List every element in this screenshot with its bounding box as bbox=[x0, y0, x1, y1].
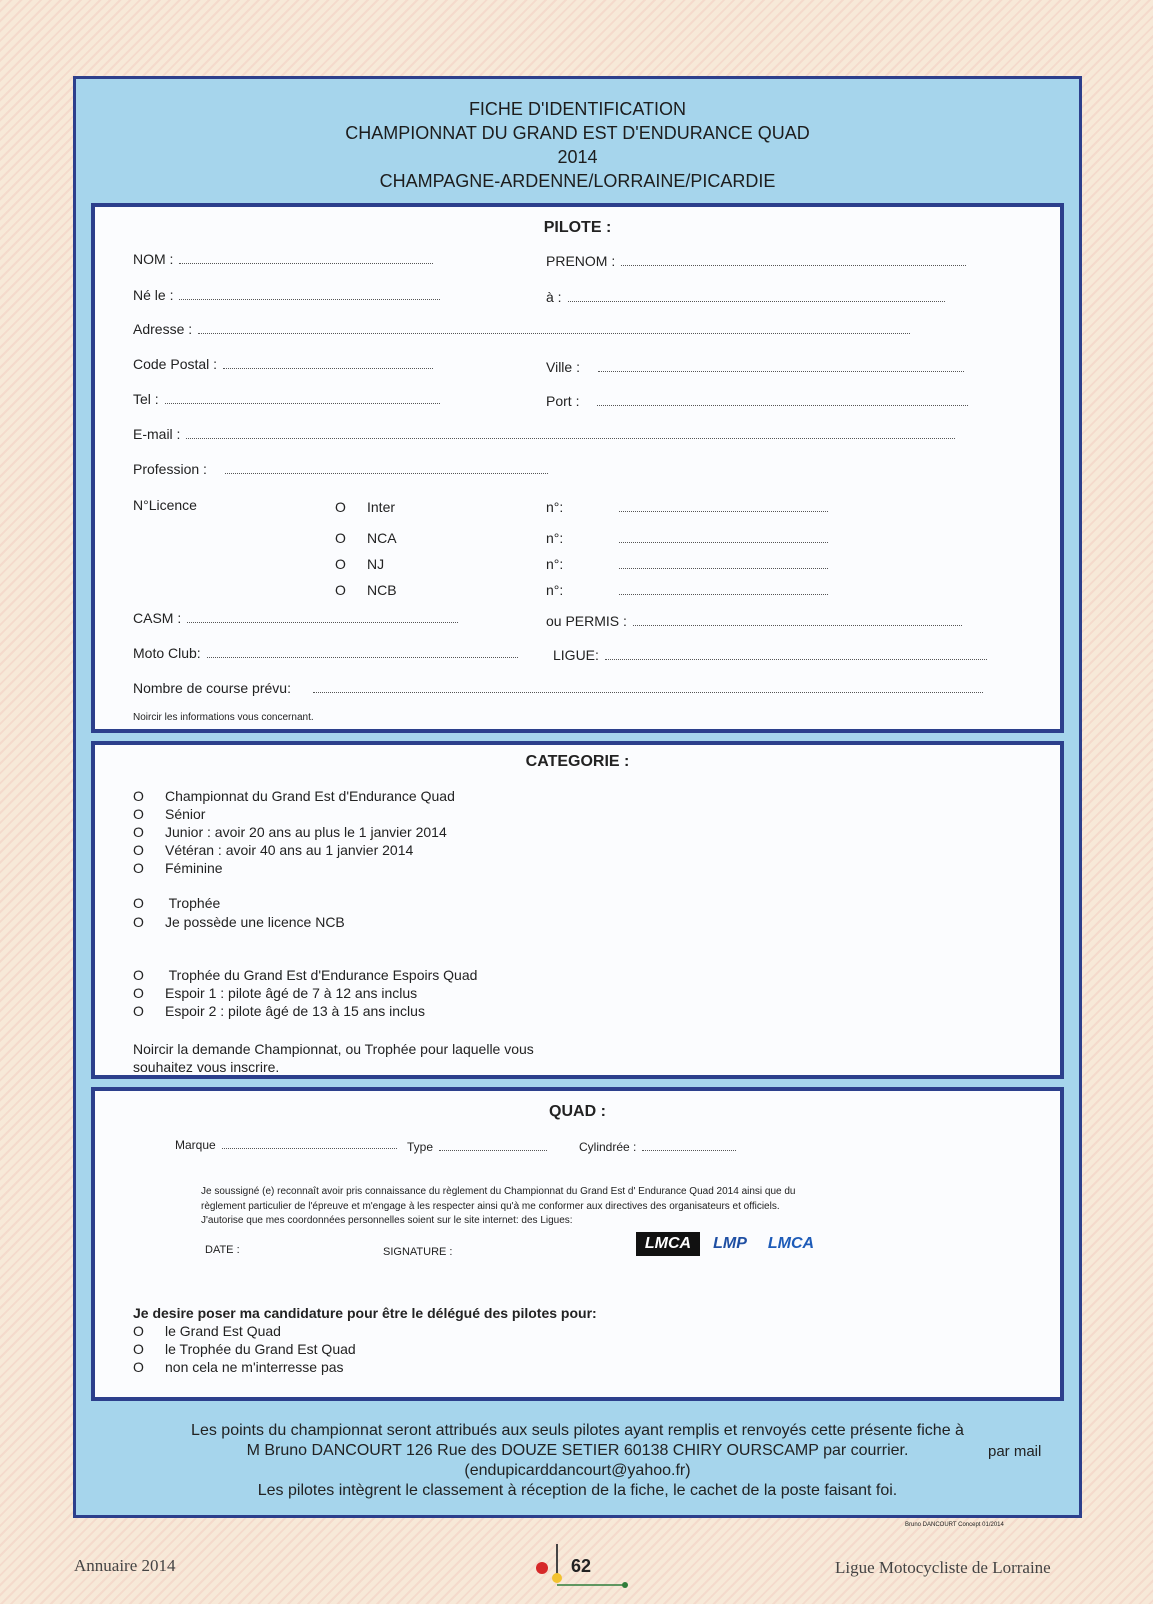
code-postal-field[interactable] bbox=[133, 356, 433, 372]
licence-num-nca[interactable] bbox=[546, 530, 828, 546]
ligue-logo-lmp: LMP bbox=[713, 1235, 747, 1252]
permis-field[interactable] bbox=[546, 613, 962, 629]
cat-option-championnat[interactable] bbox=[133, 788, 455, 804]
email-field[interactable] bbox=[133, 426, 955, 442]
licence-label: N°Licence bbox=[133, 497, 197, 513]
licence-type-label: NCA bbox=[367, 530, 397, 546]
footer-line-1: Les points du championnat seront attribués aux seuls pilotes ayant remplis et renvoyés cette présente fiche à bbox=[191, 1422, 964, 1439]
radio-circle-icon: O bbox=[335, 530, 346, 546]
pilote-panel bbox=[91, 203, 1064, 733]
num-label: n°: bbox=[546, 556, 564, 572]
nombre-course-label: Nombre de course prévu: bbox=[133, 680, 291, 696]
adresse-label: Adresse : bbox=[133, 321, 193, 337]
cat-label: Trophée bbox=[165, 895, 221, 911]
licence-num-inter[interactable] bbox=[546, 499, 828, 515]
declaration-line-1: Je soussigné (e) reconnaît avoir pris connaissance du règlement du Championnat du Grand Est d' Endurance Quad 2014 ainsi que du bbox=[201, 1186, 796, 1197]
cat-label: Espoir 1 : pilote âgé de 7 à 12 ans inclus bbox=[165, 985, 418, 1001]
quad-panel bbox=[91, 1087, 1064, 1401]
radio-circle-icon: O bbox=[133, 1003, 144, 1019]
num-label: n°: bbox=[546, 582, 564, 598]
cat-label: Je possède une licence NCB bbox=[165, 914, 345, 930]
cat-option-veteran[interactable] bbox=[133, 842, 413, 858]
cylindree-field[interactable] bbox=[579, 1140, 736, 1154]
licence-num-ncb[interactable] bbox=[546, 582, 828, 598]
footer-line-2: M Bruno DANCOURT 126 Rue des DOUZE SETIER 60138 CHIRY OURSCAMP par courrier. bbox=[246, 1442, 909, 1459]
radio-circle-icon: O bbox=[133, 788, 144, 804]
permis-label: ou PERMIS : bbox=[546, 613, 627, 629]
radio-circle-icon: O bbox=[133, 860, 144, 876]
delegue-label: le Grand Est Quad bbox=[165, 1323, 281, 1339]
radio-circle-icon: O bbox=[133, 1341, 144, 1357]
casm-label: CASM : bbox=[133, 610, 182, 626]
cat-option-feminine[interactable] bbox=[133, 860, 223, 876]
email-label: E-mail : bbox=[133, 426, 181, 442]
ville-field[interactable] bbox=[546, 359, 964, 375]
cat-option-espoir-1[interactable] bbox=[133, 985, 417, 1001]
cat-label: Sénior bbox=[165, 806, 206, 822]
footer-line-4: Les pilotes intègrent le classement à réception de la fiche, le cachet de la poste faisant foi. bbox=[257, 1482, 898, 1499]
declaration-line-2: règlement particulier de l'épreuve et m'engage à les respecter ainsi qu'à me conformer aux directives des organisateurs et officiels. bbox=[201, 1201, 780, 1212]
licence-option-nj[interactable] bbox=[335, 556, 384, 572]
licence-type-label: Inter bbox=[367, 499, 396, 515]
radio-circle-icon: O bbox=[133, 914, 144, 930]
categorie-note-line-2: souhaitez vous inscrire. bbox=[133, 1059, 280, 1075]
radio-circle-icon: O bbox=[133, 967, 144, 983]
form-header bbox=[76, 97, 1079, 193]
nombre-course-field[interactable] bbox=[133, 680, 983, 696]
moto-club-field[interactable] bbox=[133, 645, 518, 661]
licence-type-label: NJ bbox=[367, 556, 385, 572]
lieu-naissance-field[interactable] bbox=[546, 289, 945, 305]
ville-label: Ville : bbox=[546, 359, 580, 375]
licence-num-nj[interactable] bbox=[546, 556, 828, 572]
ne-le-field[interactable] bbox=[133, 287, 440, 303]
date-label[interactable]: DATE : bbox=[205, 1244, 240, 1256]
marque-label: Marque bbox=[175, 1138, 216, 1152]
radio-circle-icon: O bbox=[133, 985, 144, 1001]
marque-field[interactable] bbox=[175, 1138, 397, 1152]
pilote-title: PILOTE : bbox=[543, 219, 612, 236]
code-postal-label: Code Postal : bbox=[133, 356, 218, 372]
type-label: Type bbox=[407, 1140, 434, 1154]
cat-label: Féminine bbox=[165, 860, 223, 876]
ligue-field[interactable] bbox=[553, 647, 987, 663]
declaration-line-3: J'autorise que mes coordonnées personnelles soient sur le site internet: des Ligues: bbox=[201, 1215, 573, 1226]
header-line-3: 2014 bbox=[557, 147, 598, 167]
radio-circle-icon: O bbox=[133, 1323, 144, 1339]
header-line-2: CHAMPIONNAT DU GRAND EST D'ENDURANCE QUAD bbox=[345, 123, 810, 143]
credit-text: Bruno DANCOURT Concept 01/2014 bbox=[905, 1522, 1004, 1528]
cat-option-espoirs[interactable] bbox=[133, 967, 477, 983]
radio-circle-icon: O bbox=[133, 1359, 144, 1375]
prenom-label: PRENOM : bbox=[546, 253, 616, 269]
nom-field[interactable] bbox=[133, 251, 433, 267]
radio-circle-icon: O bbox=[335, 556, 346, 572]
delegue-label: non cela ne m'interresse pas bbox=[165, 1359, 344, 1375]
pilote-note: Noircir les informations vous concernant. bbox=[133, 712, 314, 723]
cylindree-label: Cylindrée : bbox=[579, 1140, 637, 1154]
delegue-option-trophee[interactable] bbox=[133, 1341, 356, 1357]
licence-type-label: NCB bbox=[367, 582, 397, 598]
form-frame bbox=[73, 76, 1082, 1518]
categorie-note-line-1: Noircir la demande Championnat, ou Trophée pour laquelle vous bbox=[133, 1041, 534, 1057]
num-label: n°: bbox=[546, 530, 564, 546]
num-label: n°: bbox=[546, 499, 564, 515]
casm-field[interactable] bbox=[133, 610, 458, 626]
ne-le-label: Né le : bbox=[133, 287, 174, 303]
categorie-title: CATEGORIE : bbox=[525, 753, 630, 770]
delegue-option-grand-est[interactable] bbox=[133, 1323, 281, 1339]
signature-label[interactable]: SIGNATURE : bbox=[383, 1246, 453, 1258]
port-field[interactable] bbox=[546, 393, 968, 409]
cat-label: Vétéran : avoir 40 ans au 1 janvier 2014 bbox=[165, 842, 414, 858]
a-label: à : bbox=[546, 289, 562, 305]
page-footer-left: Annuaire 2014 bbox=[74, 1556, 176, 1575]
header-line-4: CHAMPAGNE-ARDENNE/LORRAINE/PICARDIE bbox=[379, 171, 776, 191]
tel-field[interactable] bbox=[133, 391, 440, 407]
footer-par-mail: par mail bbox=[988, 1443, 1042, 1460]
cat-label: Championnat du Grand Est d'Endurance Quad bbox=[165, 788, 455, 804]
adresse-field[interactable] bbox=[133, 321, 910, 337]
profession-label: Profession : bbox=[133, 461, 207, 477]
radio-circle-icon: O bbox=[335, 499, 346, 515]
type-field[interactable] bbox=[407, 1140, 547, 1154]
cat-option-espoir-2[interactable] bbox=[133, 1003, 425, 1019]
cat-label: Junior : avoir 20 ans au plus le 1 janvier 2014 bbox=[165, 824, 447, 840]
moto-club-label: Moto Club: bbox=[133, 645, 201, 661]
port-label: Port : bbox=[546, 393, 580, 409]
cat-label: Espoir 2 : pilote âgé de 13 à 15 ans inclus bbox=[165, 1003, 425, 1019]
ligue-logo-lmca-2: LMCA bbox=[767, 1235, 815, 1252]
radio-circle-icon: O bbox=[335, 582, 346, 598]
licence-option-nca[interactable] bbox=[335, 530, 397, 546]
licence-option-ncb[interactable] bbox=[335, 582, 397, 598]
delegue-title: Je desire poser ma candidature pour être le délégué des pilotes pour: bbox=[133, 1305, 597, 1321]
radio-circle-icon: O bbox=[133, 842, 144, 858]
radio-circle-icon: O bbox=[133, 806, 144, 822]
cat-label: Trophée du Grand Est d'Endurance Espoirs Quad bbox=[165, 967, 478, 983]
tel-label: Tel : bbox=[133, 391, 159, 407]
cat-option-trophee[interactable] bbox=[133, 895, 220, 911]
footer-email[interactable]: (endupicarddancourt@yahoo.fr) bbox=[464, 1462, 691, 1479]
cat-option-ncb[interactable] bbox=[133, 914, 345, 930]
ligue-logo-lmca: LMCA bbox=[636, 1232, 700, 1256]
radio-circle-icon: O bbox=[133, 824, 144, 840]
delegue-label: le Trophée du Grand Est Quad bbox=[165, 1341, 356, 1357]
licence-option-inter[interactable] bbox=[335, 499, 395, 515]
cat-option-junior[interactable] bbox=[133, 824, 447, 840]
radio-circle-icon: O bbox=[133, 895, 144, 911]
profession-field[interactable] bbox=[133, 461, 548, 477]
ligue-label: LIGUE: bbox=[553, 647, 599, 663]
nom-label: NOM : bbox=[133, 251, 174, 267]
header-line-1: FICHE D'IDENTIFICATION bbox=[468, 99, 687, 119]
page-number: 62 bbox=[571, 1556, 592, 1576]
quad-title: QUAD : bbox=[549, 1103, 606, 1120]
prenom-field[interactable] bbox=[546, 253, 966, 269]
page-footer-right: Ligue Motocycliste de Lorraine bbox=[835, 1558, 1051, 1577]
categorie-panel bbox=[91, 741, 1064, 1079]
cat-option-senior[interactable] bbox=[133, 806, 205, 822]
delegue-option-none[interactable] bbox=[133, 1359, 344, 1375]
